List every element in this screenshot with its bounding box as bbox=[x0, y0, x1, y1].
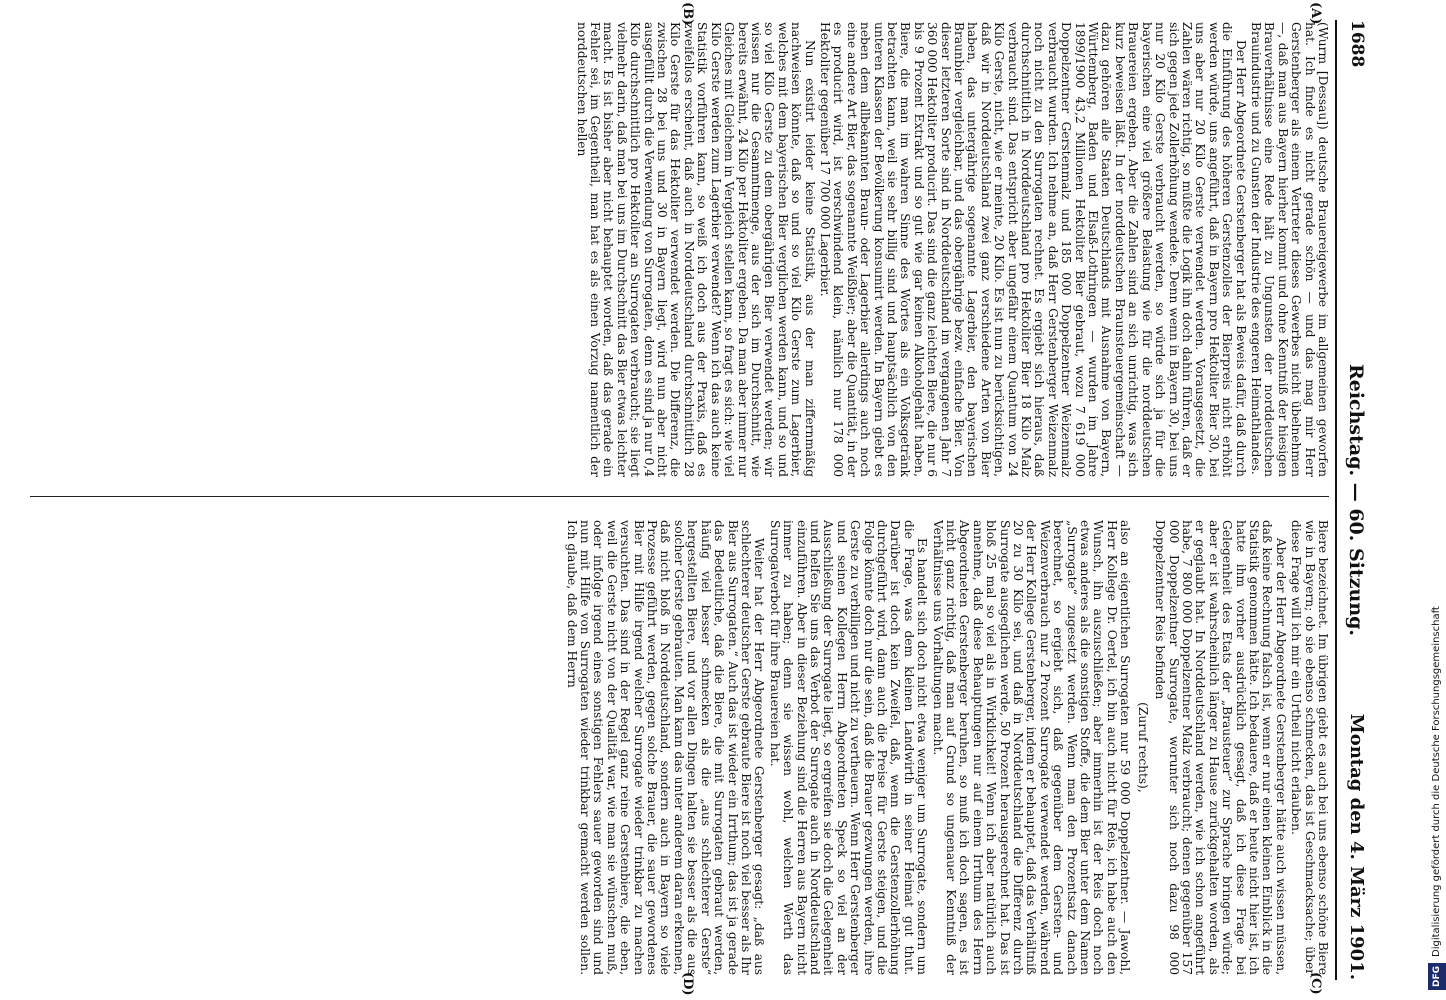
funding-note: Digitalisierung gefördert durch die Deutsche Forschungsgemeinschaft bbox=[1431, 606, 1442, 957]
interjection: (Zuruf rechts), bbox=[1135, 702, 1150, 793]
right-text-column bbox=[30, 520, 1329, 975]
page-header bbox=[1339, 20, 1367, 980]
running-head: Reichstag. — 60. Sitzung. bbox=[1345, 363, 1367, 637]
left-text-column bbox=[30, 22, 1329, 477]
margin-marker-a: (A) bbox=[1308, 2, 1323, 25]
paragraph: Es handelt sich doch nicht etwa weniger um Surrogate, sondern um die Frage, was dem kleinen Landwirth in seiner Heimat gut thut. Darüber ist doch kein Zweifel, daß, wenn die Gerstenzollerhöhung durchgeführt wird, dann auch die Preise für Gerste steigen, und die Folge könnte doch nur die sein, daß die Brauer gezwungen werden, ihre Gerste zu verbilligen und nicht zu vertheuern. Wenn Herr Gerstenberger und seinen Kollegen Herrn Abgeordneten Speck so viel an der Ausschließung der Surrogate liegt, so ergreifen sie doch die Gelegenheit und helfen Sie uns das Verbot der Surrogate auch in Norddeutschland einzuführen. Aber in dieser Beziehung sind die Herren aus Bayern nicht immer zu haben; denn sie wissen wohl, welchen Werth das Surrogatverbot für ihre Brauereien hat. bbox=[767, 520, 930, 975]
column-divider bbox=[30, 496, 1329, 497]
margin-marker-b: (B) bbox=[680, 2, 695, 26]
paragraph: (Wurm [Dessau]) deutsche Brauereigewerbe im allgemeinen geworfen hat. Ich finde es nicht gerade schön — und das mag mir Herr Gerstenberger als einem Vertreter dieses Gewerbes nicht übelnehmen —, daß man aus Bayern hierher kommt und ohne Kenntniß der hiesigen Brauverhältnisse eine Rede hält zu Ungunsten der norddeutschen Brauindustrie und zu Gunsten der Industrie des engeren Heimathlandes. bbox=[1248, 22, 1330, 477]
header-rule bbox=[1335, 20, 1337, 980]
paragraph: Weiter hat der Herr Abgeordnete Gerstenberger gesagt: „daß aus schlechterer deutscher Gerste gebraute Biere ist noch viel besser als Ihr Bier aus Surrogaten.“ Auch das ist wieder ein Irrthum; das ist ja gerade das Bedeutliche, daß die Biere, die mit Surrogaten gebraut werden, häufig viel besser schmecken als die „aus schlechterer Gerste“ hergestellten Biere, und vor allen Dingen halten sie besser als die aus solcher Gerste gebrauten. Man kann das unter anderem daran erkennen, daß nicht bloß in Norddeutschland, sondern auch in Bayern so viele Prozesse geführt werden, gegen solche Brauer, die sauer gewordenes Bier mit Hilfe irgend welcher Surrogate wieder trinkbar zu machen versuchten. Das sind in der Regel ganz reine Gerstenbiere, die eben, weil die Gerste nicht von der Qualität war, wie man sie wünschen muß, oder infolge irgend eines sonstigen Fehlers sauer geworden sind und nun mit Hilfe von Surrogaten wieder trinkbar gemacht werden sollen. Ich glaube, daß dem Herrn bbox=[564, 520, 767, 975]
dfg-logo: DFG bbox=[1428, 963, 1446, 990]
paragraph: also an eigentlichen Surrogaten nur 59 000 Doppelzentner. — Jawohl, Herr Kollege Dr. Oertel, ich bin auch nicht für Reis, ich habe auch den Wunsch, ihn auszuschließen; aber immerhin ist der Reis doch noch etwas anderes als die sonstigen Stoffe, die dem Bier unter dem Namen „Surrogate“ zugesetzt werden. Wenn man den Prozentsatz danach berechnet, so ergiebt sich, daß gegenüber dem Gersten- und Weizenverbrauch nur 2 Prozent Surrogate verwendet werden, während der Herr Kollege Gerstenberger, indem er behauptet, daß das Verhältniß 20 zu 30 Kilo sei, und daß in Norddeutschland die Differenz durch Surrogate ausgeglichen werde, 50 Prozent herausgerechnet hat. Das ist bloß 25 mal so viel als in Wirklichkeit! Wenn ich aber natürlich auch annehme, daß diese Behauptungen nur auf einem Irrthum des Herrn Abgeordneten Gerstenberger beruhen, so muß ich doch sagen, es ist nicht ganz richtig, daß man auf Grund so ungenauer Kenntniß der Verhältnisse uns Vorhaltungen macht. bbox=[930, 520, 1133, 975]
page-number: 1688 bbox=[1347, 20, 1367, 68]
margin-marker-d: (D) bbox=[680, 972, 695, 996]
digitization-note bbox=[1428, 0, 1446, 1000]
margin-marker-c: (C) bbox=[1308, 972, 1323, 995]
paragraph: Der Herr Abgeordnete Gerstenberger hat als Beweis dafür, daß durch die Einführung des höheren Gerstenzolles der Bierpreis nicht erhöht werden würde, uns angeführt, daß in Bayern pro Hektoliter Bier 30, bei uns aber nur 20 Kilo Gerste verwendet werden. Vorausgesetzt, die Zahlen wären richtig, so müßte die Logik ihn doch dahin führen, daß er sich gegen jede Zollerhöhung wendete. Denn wenn in Bayern 30, bei uns nur 20 Kilo Gerste verbraucht werden, so würde sich ja für die bayerischen eine viel größere Belastung wie für die norddeutschen Brauereien ergeben. Aber die Zahlen sind an sich unrichtig, was sich kurz beweisen läßt. In der norddeutschen Braunsteuergemeinschaft — dazu gehören alle Staaten Deutschlands mit Ausnahme von Bayern, Württemberg, Baden und Elsaß-Lothringen — wurden im Jahre 1899/1900 43,2 Millionen Hektoliter Bier gebraut, wozu 7 619 000 Doppelzentner Gerstenmalz und 185 000 Doppelzentner Weizenmalz verbraucht wurden. Ich nehme an, daß Herr Gerstenberger Weizenmalz noch nicht zu den Surrogaten rechnet. Es ergiebt sich hieraus, daß durchschnittlich in Norddeutschland pro Hektoliter Bier 18 Kilo Malz verbraucht sind. Das entspricht aber ungefähr einem Quantum von 24 Kilo Gerste, nicht, wie er meinte, 20 Kilo. Es ist nun zu berücksichtigen, daß wir in Norddeutschland zwei ganz verschiedene Arten von Bier haben, das untergährige sogenannte Lagerbier, den bayerischen Braunbier vergleichbar, und das obergährige bezw. einfache Bier. Von dieser letzteren Sorte sind in Norddeutschland im vergangenen Jahr 7 360 000 Hektoliter producirt. Das sind die ganz leichten Biere, die nur 6 bis 9 Prozent Extrakt und so gut wie gar keinen Alkoholgehalt haben, Biere, die man im wahren Sinne des Wortes als ein Volksgetränk betrachten kann, weil sie sehr billig sind und hauptsächlich von den unteren Klassen der Bevölkerung konsumirt werden. In Bayern giebt es neben dem allbekannten Braun- oder Lagerbier allerdings auch noch eine andere Art Bier, das sogenannte Weißbier; aber die Quantität, in der es producirt wird, ist verschwindend klein, nämlich nur 178 000 Hektoliter gegenüber 17 700 000 Lagerbier. bbox=[817, 22, 1248, 477]
paragraph: Aber der Herr Abgeordnete Gerstenberger hätte auch wissen müssen, daß keine Rechnung falsch ist, wenn er nur einen kleinen Einblick in die Statistik genommen hätte. Ich bedauere, daß er heute nicht hier ist, ich hatte ihm vorher ausdrücklich gesagt, daß ich diese Frage bei Gelegenheit des Etats der „Brausteuer“ zur Sprache bringen würde; aber er ist wahrscheinlich länger zu Hause zurückgehalten worden, als er geglaubt hat. In Norddeutschland werden, wie ich schon angeführt habe, 7 800 000 Doppelzentner Malz verbraucht; denen gegenüber 157 000 Doppelzentner Surrogate, worunter sich noch dazu 98 000 Doppelzentner Reis befinden bbox=[1153, 520, 1288, 975]
session-date: Montag den 4. März 1901. bbox=[1346, 713, 1367, 980]
paragraph: Nun existirt leider keine Statistik, aus der man ziffernmäßig nachweisen könnte, daß so und so viel Kilo Gerste zum Lagerbier, welches mit dem bayerischen Bier verglichen werden kann, und so und so viel Kilo Gerste zu dem obergährigen Bier verwendet werden; wir wissen nur die Gesammtmenge, aus der sich im Durchschnitt, wie bereits erwähnt, 24 Kilo per Hektoliter ergeben. Da man aber immer nur Gleiches mit Gleichem in Vergleich stellen kann, so fragt es sich: wie viel Kilo Gerste werden zum Lagerbier verwendet? Wenn ich das auch keine Statistik vorführen kann, so weiß ich doch aus der Praxis, daß es zweifellos erscheint, daß auch in Norddeutschland durchschnittlich 28 Kilo Gerste für das Hektoliter verwendet werden. Die Differenz, die zwischen 28 bei uns und 30 in Bayern liegt, wird nun aber nicht ausgefüllt durch die Verwendung von Surrogaten, denn es sind ja nur 0,4 Kilo durchschnittlich pro Hektoliter an Surrogaten verbraucht; sie liegt vielmehr darin, daß man bei uns im Durchschnitt das Bier etwas leichter macht. Es ist bisher aber nicht behauptet worden, daß das gerade ein Fehler sei, im Gegentheil, man hat es als einen Vorzug namentlich der norddeutschen hellen bbox=[574, 22, 817, 477]
digitization-strip bbox=[1416, 0, 1442, 1000]
paragraph: Biere bezeichnet. Im übrigen giebt es auch bei uns ebenso schöne Biere wie in Bayern; ob sie ebenso schmecken, das ist Geschmacksache; über diese Frage will ich mir ein Urtheil nicht erlauben. bbox=[1289, 520, 1330, 975]
